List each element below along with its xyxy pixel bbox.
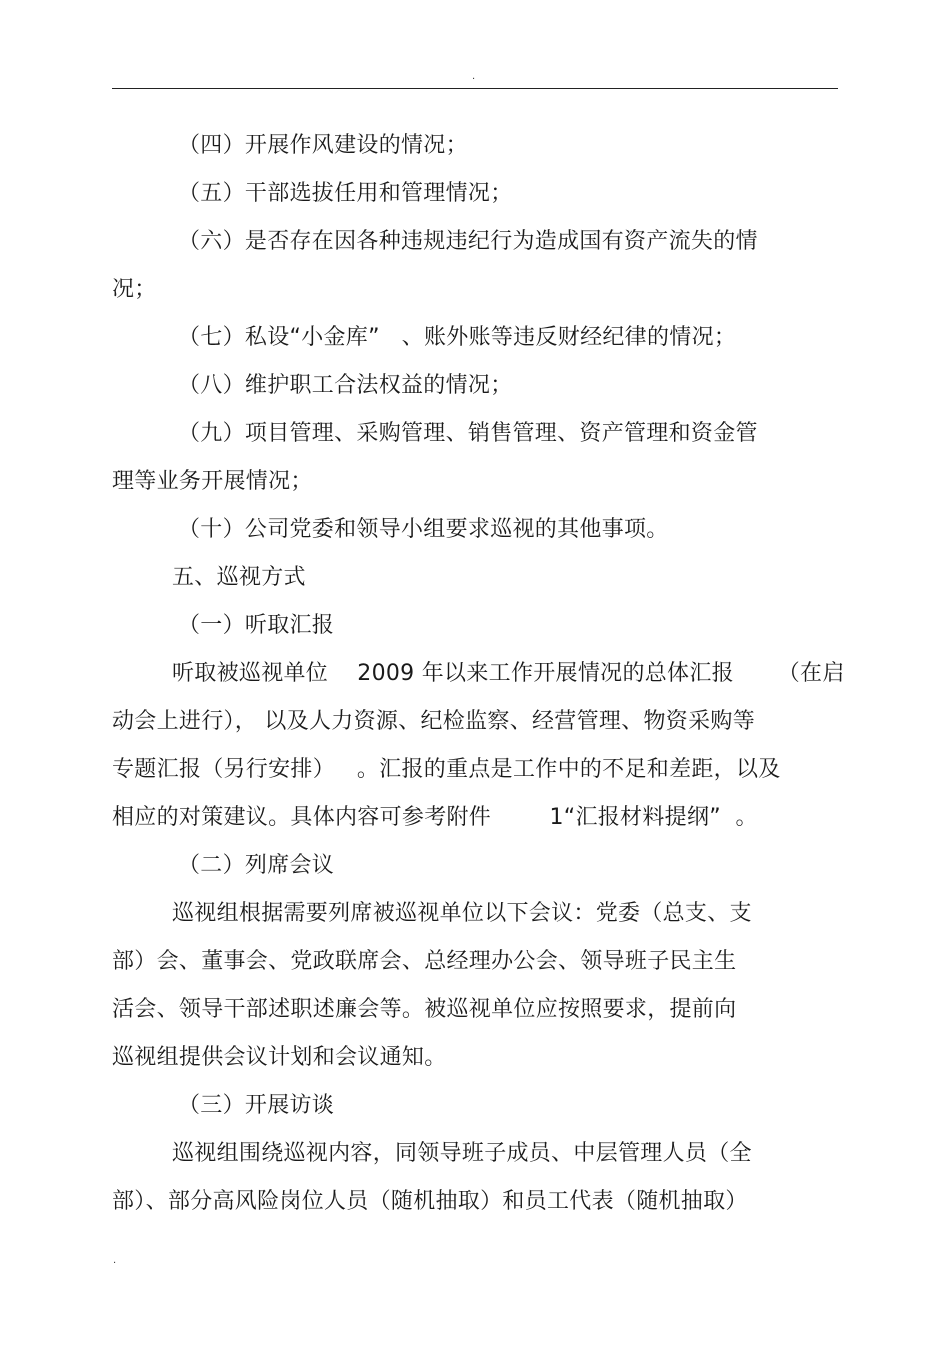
sub-3-para-line-2: 部）、部分高风险岗位人员（随机抽取）和员工代表（随机抽取）	[112, 1189, 748, 1214]
header-rule	[112, 88, 838, 89]
sub-1-para-line-3: 专题汇报（另行安排） 。汇报的重点是工作中的不足和差距，以及	[112, 757, 781, 782]
sub-1-para-line-1: 听取被巡视单位 2009 年以来工作开展情况的总体汇报 （在启	[172, 661, 845, 686]
item-5: （五）干部选拔任用和管理情况；	[178, 181, 513, 206]
sub-2-heading: （二）列席会议	[178, 853, 335, 878]
item-10: （十）公司党委和领导小组要求巡视的其他事项。	[178, 517, 669, 542]
sub-2-para-line-4: 巡视组提供会议计划和会议通知。	[112, 1045, 447, 1070]
sub-3-para-line-1: 巡视组围绕巡视内容，同领导班子成员、中层管理人员（全	[172, 1141, 752, 1166]
item-9-line-1: （九）项目管理、采购管理、销售管理、资产管理和资金管	[178, 421, 758, 446]
footer-mark: .	[113, 1255, 117, 1266]
item-8: （八）维护职工合法权益的情况；	[178, 373, 513, 398]
sub-2-para-line-1: 巡视组根据需要列席被巡视单位以下会议：党委（总支、支	[172, 901, 752, 926]
item-6-line-1: （六）是否存在因各种违规违纪行为造成国有资产流失的情	[178, 229, 758, 254]
sub-3-heading: （三）开展访谈	[178, 1093, 335, 1118]
sub-1-para-line-4: 相应的对策建议。具体内容可参考附件 1“汇报材料提纲” 。	[112, 805, 758, 830]
section-5-heading: 五、巡视方式	[172, 565, 306, 590]
item-6-line-2: 况；	[112, 277, 157, 302]
header-mark: .	[472, 71, 476, 82]
sub-1-heading: （一）听取汇报	[178, 613, 335, 638]
item-9-line-2: 理等业务开展情况；	[112, 469, 313, 494]
item-7: （七）私设“小金库” 、账外账等违反财经纪律的情况；	[178, 325, 737, 350]
sub-1-para-line-2: 动会上进行）， 以及人力资源、纪检监察、经营管理、物资采购等	[112, 709, 755, 734]
sub-2-para-line-3: 活会、领导干部述职述廉会等。被巡视单位应按照要求，提前向	[112, 997, 737, 1022]
sub-2-para-line-2: 部）会、董事会、党政联席会、总经理办公会、领导班子民主生	[112, 949, 737, 974]
item-4: （四）开展作风建设的情况；	[178, 133, 468, 158]
